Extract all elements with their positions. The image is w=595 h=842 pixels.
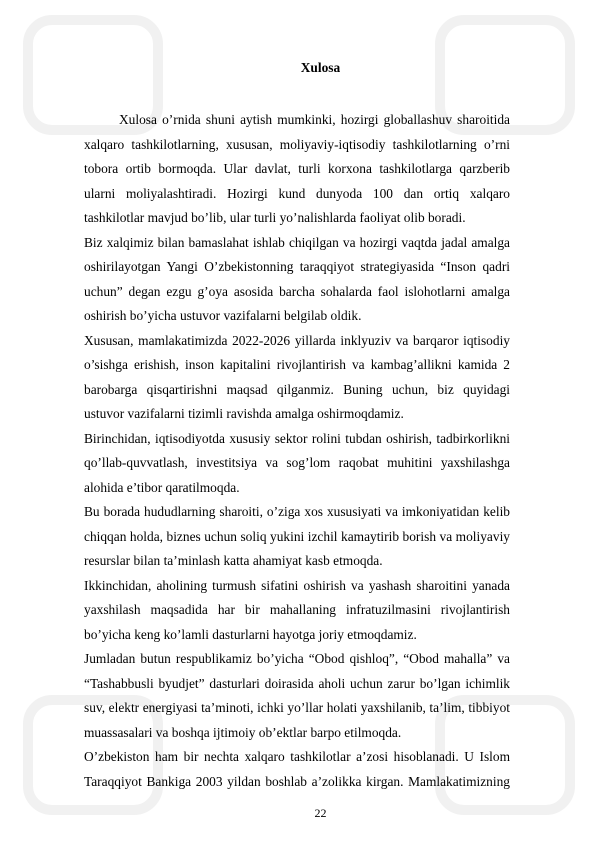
document-body xyxy=(84,108,510,794)
paragraph-4: Birinchidan, iqtisodiyotda xususiy sektor rolini tubdan oshirish, tadbirkorlikni qo’llab-quvvatlash, investitsiya va sog’lom raqobat muhitini yaxshilashga alohida e’tibor qaratilmoqda. xyxy=(84,430,510,495)
paragraph-5: Bu borada hududlarning sharoiti, o’ziga xos xususiyati va imkoniyatidan kelib chiqqan holda, biznes uchun soliq yukini izchil kamaytirib borish va moliyaviy resurslar bilan ta’minlash katta ahamiyat kasb etmoqda. xyxy=(84,504,510,568)
paragraph-8: O’zbekiston ham bir nechta xalqaro tashkilotlar a’zosi hisoblanadi. U Islom Taraqqiyot Bankiga 2003 yildan boshlab a’zolikka kirgan. Mamlakatimizning xyxy=(84,749,510,789)
paragraph-2: Biz xalqimiz bilan bamaslahat ishlab chiqilgan va hozirgi vaqtda jadal amalga oshirilayotgan Yangi O’zbekistonning taraqqiyot strategiyasida “Inson qadri uchun” degan ezgu g’oya asosida barcha sohalarda faol islohotlarni amalga oshirish bo’yicha ustuvor vazifalarni belgilab oldik. xyxy=(84,234,510,323)
paragraph-3: Xususan, mamlakatimizda 2022-2026 yillarda inklyuziv va barqaror iqtisodiy o’sishga erishish, inson kapitalini rivojlantirish va kambag’allikni kamida 2 barobarga qisqartirishni maqsad qilganmiz. Buning uchun, biz quyidagi ustuvor vazifalarni tizimli ravishda amalga oshirmoqdamiz. xyxy=(84,332,510,421)
paragraph-1: Xulosa o’rnida shuni aytish mumkinki, hozirgi globallashuv sharoitida xalqaro tashkilotlarning, xususan, moliyaviy-iqtisodiy tashkilotlarning o’rni tobora ortib bormoqda. Ular davlat, turli korxona tashkilotlarga qarzberib ularni moliyalashtiradi. Hozirgi kund dunyoda 100 dan ortiq xalqaro tashkilotlar mavjud bo’lib, ular turli yo’nalishlarda faoliyat olib boradi. xyxy=(84,112,510,225)
page-number: 22 xyxy=(314,806,327,820)
paragraph-6: Ikkinchidan, aholining turmush sifatini oshirish va yashash sharoitini yanada yaxshilash maqsadida har bir mahallaning infratuzilmasini rivojlantirish bo’yicha keng ko’lamli dasturlarni hayotga joriy etmoqdamiz. xyxy=(84,577,510,642)
paragraph-7: Jumladan butun respublikamiz bo’yicha “Obod qishloq”, “Obod mahalla” va “Tashabbusli byudjet” dasturlari doirasida aholi uchun zarur bo’lgan ichimlik suv, elektr energiyasi ta’minoti, ichki yo’llar holati yaxshilanib, ta’lim, tibbiyot muassasalari va boshqa ijtimoiy ob’ektlar barpo etilmoqda. xyxy=(84,651,510,740)
document-title: Xulosa xyxy=(300,60,341,75)
